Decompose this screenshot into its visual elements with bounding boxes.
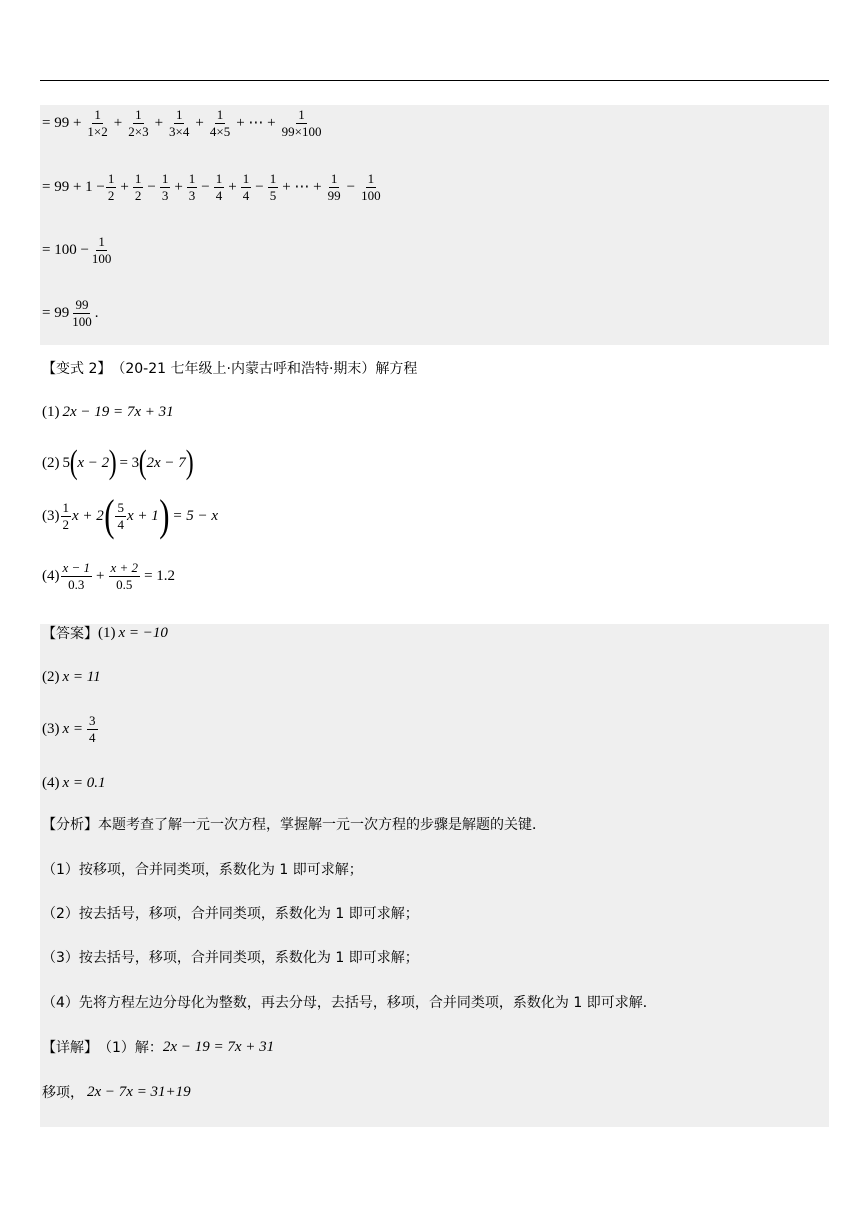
answer-2: (2) x = 11 [42, 669, 101, 685]
continuation-step-1: = 99 + $\frac{1}{1\times 2}$ + $\frac{1}{2\times 3}$ + $\frac{1}{3\times 4}$ + $\frac{1}{4\times 5}$ + ⋯ + $\frac{1}{99\times 100}$ [42, 107, 322, 139]
detail-move-step: 移项， 2x − 7x = 31+19 [42, 1084, 191, 1101]
continuation-step-3: = 100 − $\frac{1}{100}$ [42, 234, 112, 266]
continuation-step-2: = 99 + 1 − $\frac{1}{2}$ + $\frac{1}{2}$ − $\frac{1}{3}$ + $\frac{1}{3}$ − $\frac{1}{4}$ + $\frac{1}{4}$ − $\frac{1}{5}$ + ⋯ + $\frac{1}{99}$ − $\frac{1}{100}$ [42, 171, 381, 203]
question-2: (2) 5 ( x − 2 ) = 3 ( 2x − 7 ) [42, 444, 194, 481]
analysis-text: 本题考查了解一元一次方程，掌握解一元一次方程的步骤是解题的关键． [98, 817, 546, 833]
analysis-step-1: （1）按移项，合并同类项，系数化为 1 即可求解； [42, 862, 363, 878]
variant-source: （20-21 七年级上·内蒙古呼和浩特·期末）解方程 [111, 361, 418, 377]
analysis-step-4: （4）先将方程左边分母化为整数，再去分母，去括号，移项，合并同类项，系数化为 1 即可求解． [42, 995, 657, 1011]
variant-label: 【变式 2】 [42, 361, 112, 377]
solution-continuation-block [40, 105, 829, 345]
question-3: (3) $\frac{1}{2}$ x + 2 ( $\frac{5}{4}$ x + 1 ) = 5 − x [42, 491, 219, 540]
analysis-heading [42, 818, 546, 832]
continuation-step-4: = 99 $\frac{99}{100}$ . [42, 297, 99, 329]
analysis-step-2: （2）按去括号，移项，合并同类项，系数化为 1 即可求解； [42, 906, 419, 922]
answer-1: 【答案】 (1) x = −10 [42, 625, 168, 642]
answer-label: 【答案】 [42, 625, 98, 642]
detail-label: 【详解】 [42, 1039, 98, 1056]
variant-heading [42, 362, 417, 376]
answer-4: (4) x = 0.1 [42, 775, 106, 791]
question-1: (1) 2x − 19 = 7x + 31 [42, 404, 174, 420]
header-rule [40, 80, 829, 81]
answer-3: (3) x = $\frac{3}{4}$ [42, 713, 96, 745]
analysis-label: 【分析】 [42, 817, 98, 833]
analysis-step-3: （3）按去括号，移项，合并同类项，系数化为 1 即可求解； [42, 950, 419, 966]
detail-heading: 【详解】 （1）解： 2x − 19 = 7x + 31 [42, 1039, 275, 1056]
question-4: (4) $\frac{x - 1}{0.3}$ + $\frac{x + 2}{0.5}$ = 1.2 [42, 560, 176, 592]
